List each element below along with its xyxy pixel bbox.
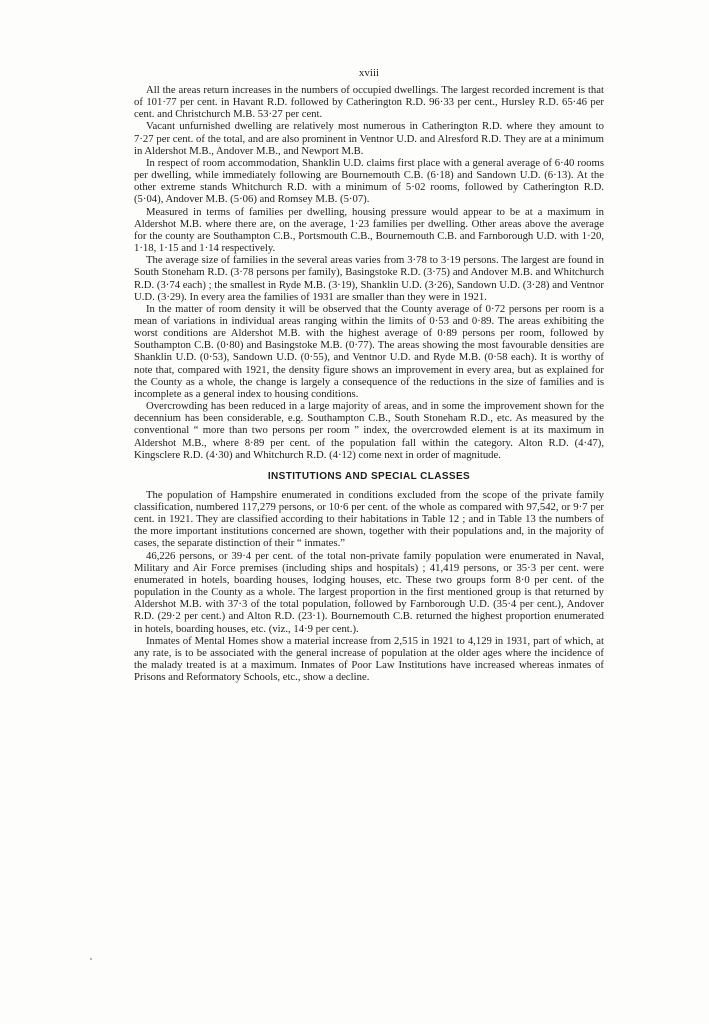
paragraph-military-and-hotels: 46,226 persons, or 39·4 per cent. of the total non-private family population were enumerated in Naval, Military and Air Force premises (including ships and hospitals) ; 41,419 persons, or 35·3 per cent. were enumerated in hotels, boarding houses, lodging houses, etc. These two groups form 8·0 per cent. of the population in the County as a whole. The largest proportion in the first mentioned group is that returned by Aldershot M.B. with 37·3 of the total population, followed by Farnborough U.D. (35·4 per cent.), Andover R.D. (29·2 per cent.) and Alton R.D. (23·1). Bournemouth C.B. returned the highest proportion enumerated in hotels, boarding houses, etc. (viz., 14·9 per cent.). <box>134 549 604 635</box>
paragraph-overcrowding: Overcrowding has been reduced in a large majority of areas, and in some the improvement shown for the decennium has been considerable, e.g. Southampton C.B., South Stoneham R.D., etc. As measured by the conventional “ more than two persons per room ” index, the overcrowded element is at its maximum in Aldershot M.B., where 8·89 per cent. of the population fall within the category. Alton R.D. (4·47), Kingsclere R.D. (4·30) and Whitchurch R.D. (4·12) come next in order of magnitude. <box>134 400 604 461</box>
paragraph-vacant-dwellings: Vacant unfurnished dwelling are relatively most numerous in Catherington R.D. where they amount to 7·27 per cent. of the total, and are also prominent in Ventnor U.D. and Alresford R.D. They are at a minimum in Aldershot M.B., Andover M.B., and Newport M.B. <box>134 120 604 157</box>
page-content <box>134 66 604 683</box>
paragraph-family-size: The average size of families in the several areas varies from 3·78 to 3·19 persons. The largest are found in South Stoneham R.D. (3·78 persons per family), Basingstoke R.D. (3·75) and Andover M.B. and Whitchurch R.D. (3·74 each) ; the smallest in Ryde M.B. (3·19), Shanklin U.D. (3·26), Sandown U.D. (3·28) and Ventnor U.D. (3·29). In every area the families of 1931 are smaller than they were in 1921. <box>134 254 604 303</box>
scan-speck <box>90 958 92 960</box>
paragraph-room-density: In the matter of room density it will be observed that the County average of 0·72 persons per room is a mean of variations in individual areas ranging within the limits of 0·53 and 0·89. The areas exhibiting the worst conditions are Aldershot M.B. with the highest average of 0·89 persons per room, followed by Southampton C.B. (0·80) and Basingstoke M.B. (0·77). The areas showing the most favourable densities are Shanklin U.D. (0·53), Sandown U.D. (0·55), and Ventnor U.D. and Ryde M.B. (0·58 each). It is worthy of note that, compared with 1921, the density figure shows an improvement in every area, but as explained for the County as a whole, the change is largely a consequence of the reductions in the size of families and is incomplete as a general index to housing conditions. <box>134 302 604 400</box>
paragraph-room-accommodation: In respect of room accommodation, Shanklin U.D. claims first place with a general average of 6·40 rooms per dwelling, while immediately following are Bournemouth C.B. (6·18) and Sandown U.D. (6·13). At the other extreme stands Whitchurch R.D. with a minimum of 5·02 rooms, followed by Catherington R.D. (5·04), Andover M.B. (5·06) and Romsey M.B. (5·07). <box>134 156 604 206</box>
section-heading: INSTITUTIONS AND SPECIAL CLASSES <box>267 470 471 482</box>
paragraph-families-per-dwelling: Measured in terms of families per dwelling, housing pressure would appear to be at a maximum in Aldershot M.B. where there are, on the average, 1·23 families per dwelling. Other areas above the average for the county are Southampton C.B., Portsmouth C.B., Bournemouth C.B. and Farnborough U.D. with 1·20, 1·18, 1·15 and 1·14 respectively. <box>134 205 604 255</box>
page-number: xviii <box>358 67 380 79</box>
paragraph-mental-homes: Inmates of Mental Homes show a material increase from 2,515 in 1921 to 4,129 in 1931, part of which, at any rate, is to be associated with the general increase of population at the older ages where the incidence of the malady treated is at a maximum. Inmates of Poor Law Institutions have increased whereas inmates of Prisons and Reformatory Schools, etc., show a decline. <box>134 634 604 684</box>
paragraph-non-private-population: The population of Hampshire enumerated in conditions excluded from the scope of the private family classification, numbered 117,279 persons, or 10·6 per cent. of the whole as compared with 97,542, or 9·7 per cent. in 1921. They are classified according to their habitations in Table 12 ; and in Table 13 the numbers of the more important institutions concerned are shown, together with their populations and, in the majority of cases, the separate distinction of their “ inmates.” <box>134 488 604 550</box>
paragraph-occupied-dwellings: All the areas return increases in the numbers of occupied dwellings. The largest recorded increment is that of 101·77 per cent. in Havant R.D. followed by Catherington R.D. 96·33 per cent., Hursley R.D. 65·46 per cent. and Christchurch M.B. 53·27 per cent. <box>134 84 604 121</box>
